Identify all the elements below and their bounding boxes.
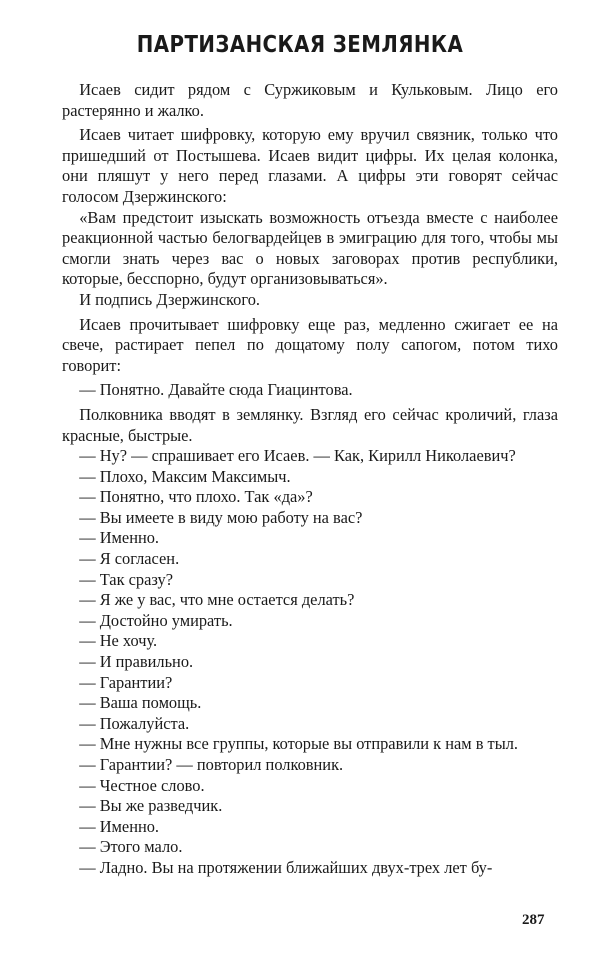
paragraph: — Понятно. Давайте сюда Гиацинтова. [79,380,353,400]
paragraph: — Ладно. Вы на протяжении ближайших двух-трех лет бу- [79,857,493,877]
paragraph: — Гарантии? — повторил полковник. [79,755,344,774]
paragraph: Исаев прочитывает шифровку еще раз, медленно сжигает ее на свече, растирает пепел по дощатому полу сапогом, потом тихо говорит: [62,314,558,375]
paragraph: — Пожалуйста. [79,713,190,733]
paragraph: — Вы же разведчик. [79,796,223,816]
page-number: 287 [522,912,545,928]
chapter-title: ПАРТИЗАНСКАЯ ЗЕМЛЯНКА [136,32,464,58]
paragraph: — Честное слово. [79,775,205,795]
paragraph: Исаев сидит рядом с Суржиковым и Кульковым. Лицо его растерянно и жалко. [62,80,558,120]
paragraph: — Мне нужны все группы, которые вы отправили к нам в тыл. [79,734,519,754]
body-text [62,80,558,879]
paragraph: — Именно. [79,816,160,836]
paragraph: — Достойно умирать. [79,610,233,630]
paragraph: — И правильно. [79,652,194,672]
paragraph: — Не хочу. [79,631,158,651]
paragraph: «Вам предстоит изыскать возможность отъезда вместе с наиболее реакционной частью белогвардейцев в эмиграцию для того, чтобы мы смогли знать через вас о новых заговорах против республики, которые, бесспорно, будут организовываться». [62,207,558,289]
paragraph: Исаев читает шифровку, которую ему вручил связник, только что пришедший от Постышева. Исаев видит цифры. Их целая колонка, они пляшут у него перед глазами. А цифры эти говорят сейчас голосом Дзержинского: [62,125,558,206]
paragraph: — Плохо, Максим Максимыч. [79,466,291,486]
paragraph: — Этого мало. [79,837,183,857]
paragraph: — Понятно, что плохо. Так «да»? [79,487,313,507]
paragraph: — Именно. [79,528,160,548]
paragraph: — Я согласен. [79,549,180,569]
paragraph: — Я же у вас, что мне остается делать? [79,590,355,610]
paragraph: — Ну? — спрашивает его Исаев. — Как, Кирилл Николаевич? [79,446,516,466]
paragraph: — Ваша помощь. [79,693,202,713]
paragraph: Полковника вводят в землянку. Взгляд его сейчас кроличий, глаза красные, быстрые. [62,404,558,445]
paragraph: — Гарантии? [79,672,173,692]
paragraph: — Так сразу? [79,569,173,589]
paragraph: — Вы имеете в виду мою работу на вас? [79,507,363,527]
paragraph: И подпись Дзержинского. [79,289,260,309]
